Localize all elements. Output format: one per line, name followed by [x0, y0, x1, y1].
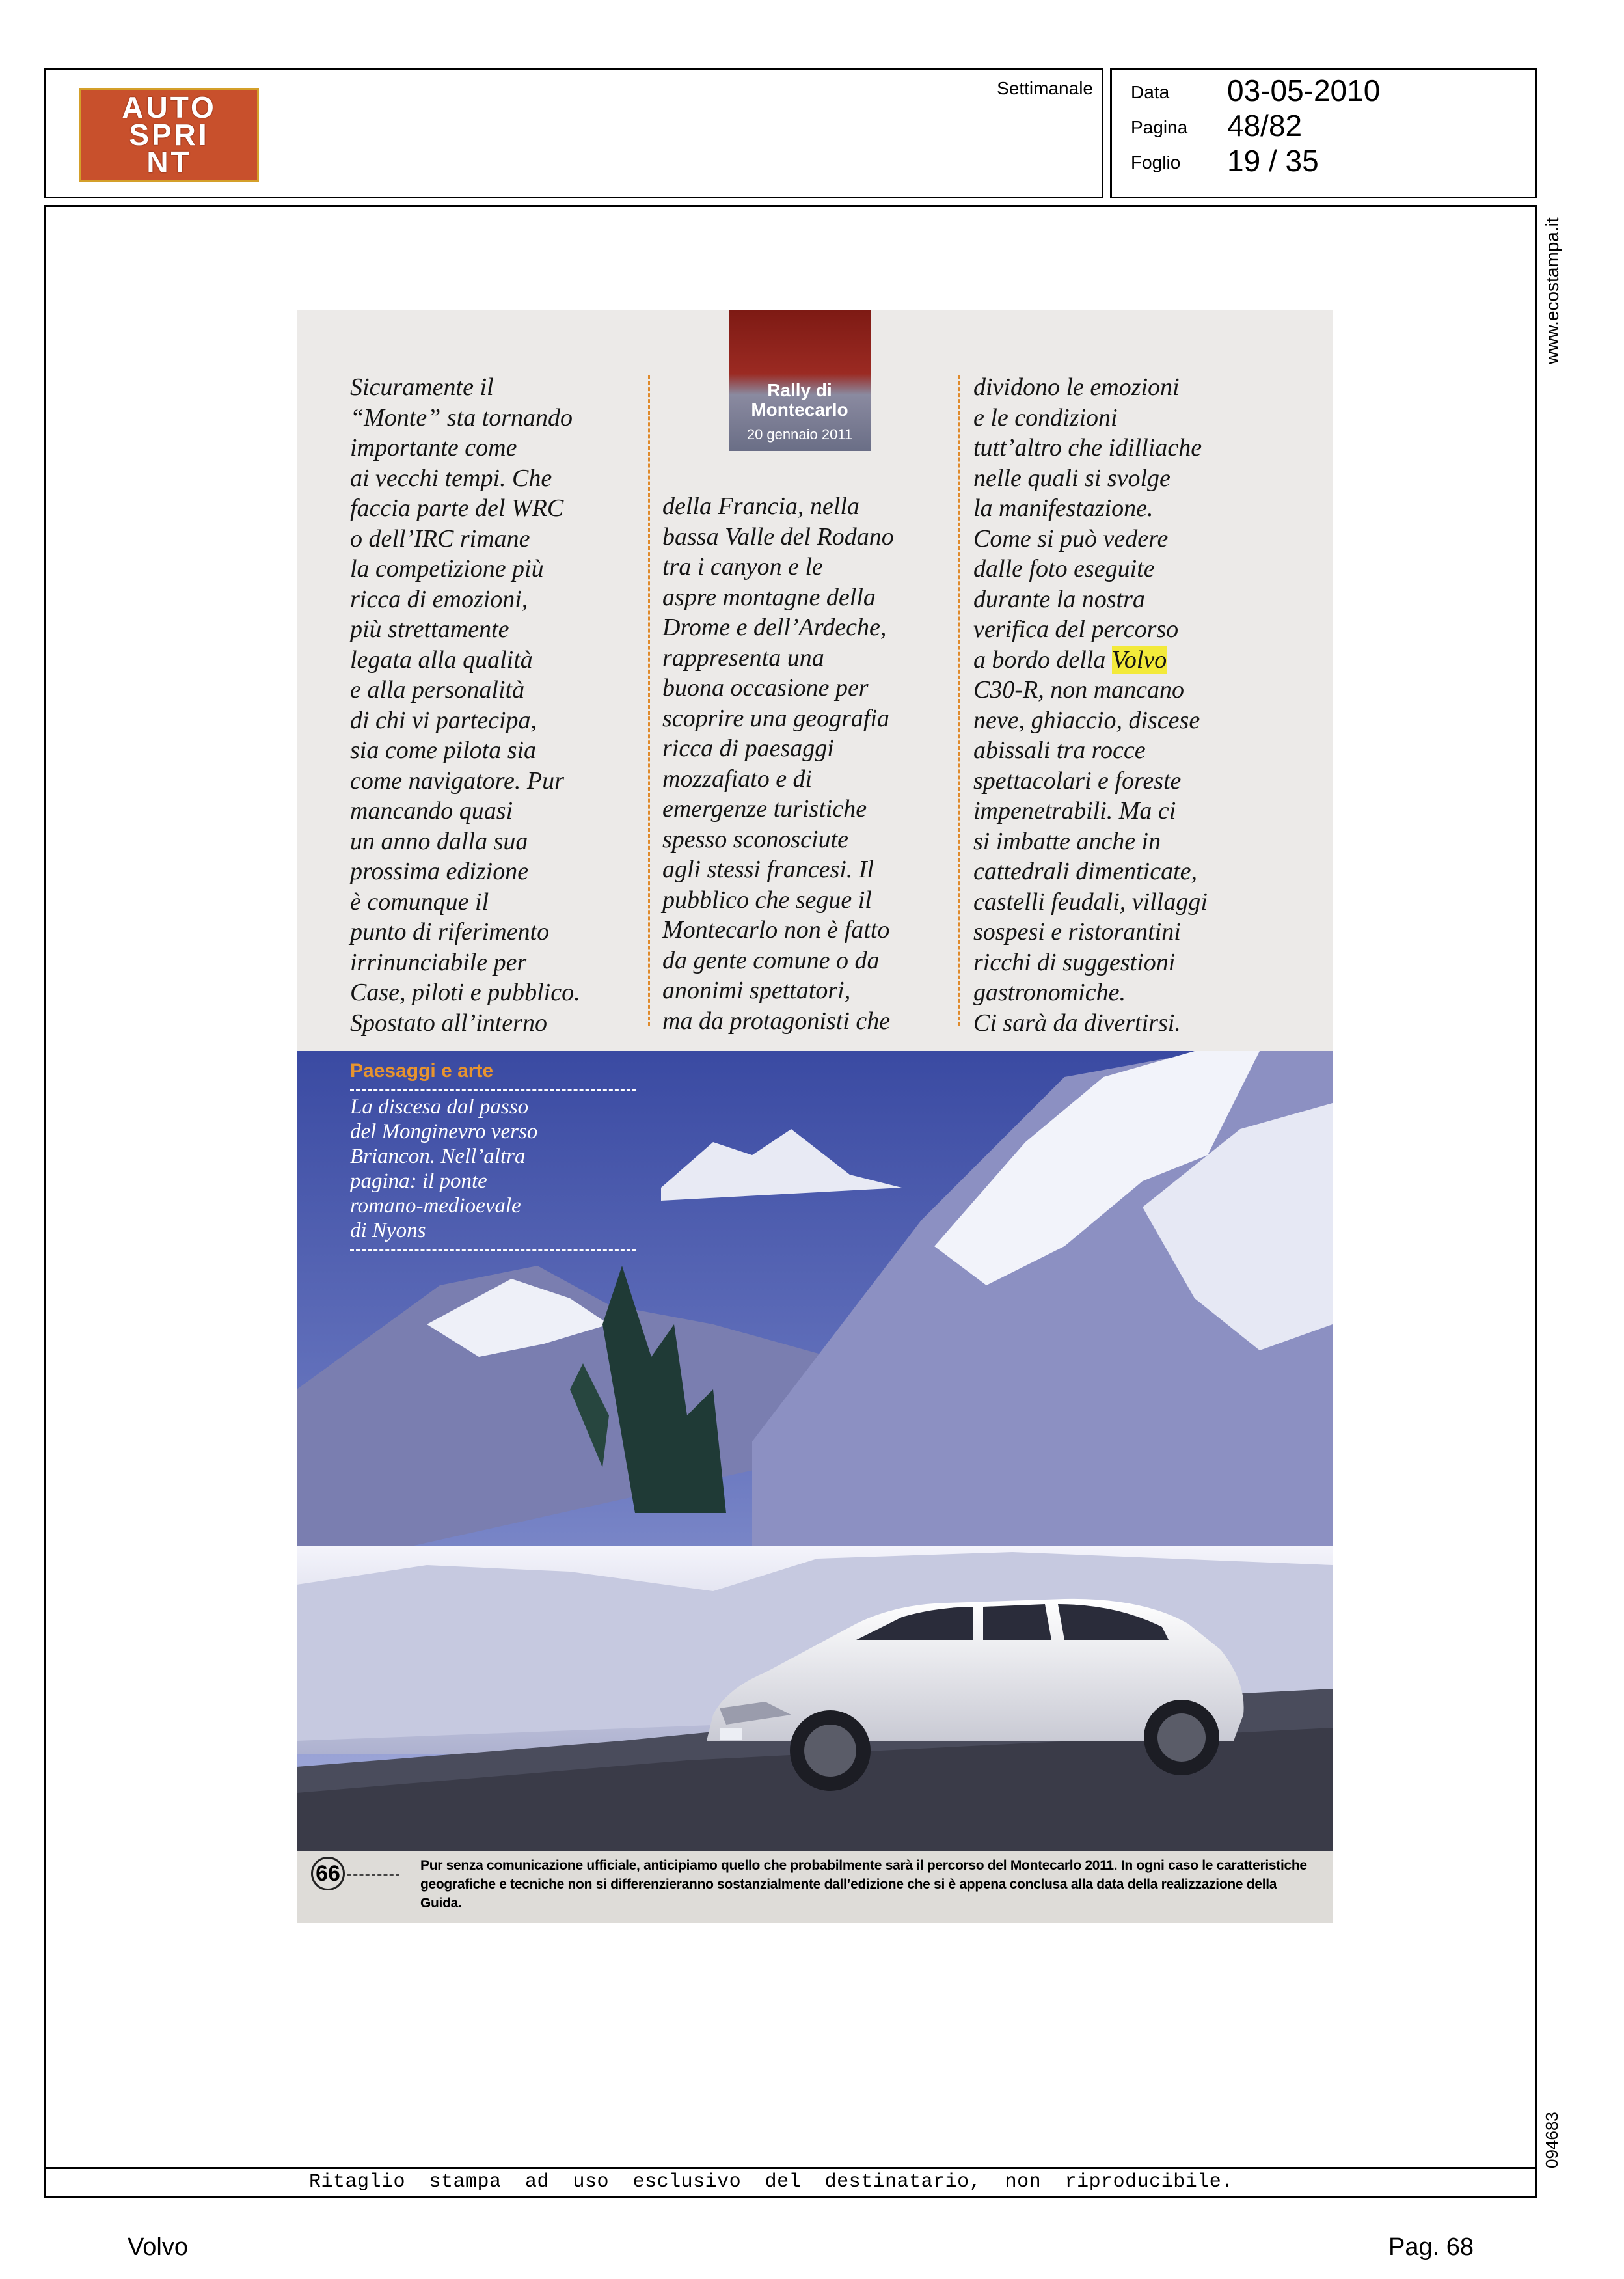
article-clipping: [297, 310, 1333, 1923]
text-line: come navigatore. Pur: [350, 767, 564, 795]
text-line: geografiche e tecniche non si differenzieranno sostanzialmente dall’edizione che si è appena conclusa alla data della realizzazione della Guida.: [420, 1877, 1277, 1911]
text-line: dalle foto eseguite: [973, 555, 1155, 582]
text-line: verifica del percorso: [973, 616, 1179, 643]
text-line: di chi vi partecipa,: [350, 706, 537, 734]
text-line: ma da protagonisti che: [662, 1007, 891, 1035]
text-line: anonimi spettatori,: [662, 977, 851, 1004]
article-column-1: [350, 372, 636, 1038]
column-divider-1: [648, 375, 650, 1026]
text-line: la manifestazione.: [973, 495, 1154, 522]
text-line: cattedrali dimenticate,: [973, 858, 1198, 885]
text-line: da gente comune o da: [662, 946, 880, 974]
text-line: bassa Valle del Rodano: [662, 523, 894, 551]
text-line: importante come: [350, 434, 517, 461]
caption-title: Paesaggi e arte: [350, 1060, 494, 1082]
text-line: Pur senza comunicazione ufficiale, anticipiamo quello che probabilmente sarà il percorso del Montecarlo 2011. In ogni caso le caratteristiche: [420, 1858, 1307, 1873]
article-column-3-part2: [973, 675, 1299, 1038]
text-line: mozzafiato e di: [662, 765, 813, 793]
rally-tag: [729, 310, 871, 451]
text-line: emergenze turistiche: [662, 795, 867, 823]
text-line: la competizione più: [350, 555, 544, 582]
text-line: buona occasione per: [662, 674, 869, 702]
footnote-rule: [347, 1874, 399, 1876]
text-line: di Nyons: [350, 1219, 426, 1242]
text-line: punto di riferimento: [350, 918, 550, 946]
footer-divider: [44, 2167, 1537, 2169]
text-line: ricca di paesaggi: [662, 735, 834, 762]
rally-tag-title: [729, 381, 871, 420]
logo-line-3: NT: [146, 145, 192, 179]
article-column-3: [973, 372, 1299, 1038]
side-url: www.ecostampa.it: [1542, 217, 1562, 364]
text-line: è comunque il: [350, 888, 489, 916]
periodicity-label: Settimanale: [997, 78, 1093, 98]
side-code: 094683: [1542, 2112, 1562, 2168]
text-line: C30-R, non mancano: [973, 676, 1185, 703]
text-line: tra i canyon e le: [662, 553, 823, 580]
text-line: castelli feudali, villaggi: [973, 888, 1208, 916]
text-line: Spostato all’interno: [350, 1009, 547, 1037]
text-line: più strettamente: [350, 616, 509, 643]
text-line: irrinunciabile per: [350, 948, 527, 976]
caption-rule-bottom: [350, 1249, 636, 1251]
photo-caption: [350, 1095, 636, 1243]
text-line: Ci sarà da divertirsi.: [973, 1009, 1181, 1037]
text-line: durante la nostra: [973, 585, 1145, 613]
text-line: o dell’IRC rimane: [350, 525, 530, 553]
logo-line-1: AUTO: [122, 90, 217, 124]
text-line: si imbatte anche in: [973, 827, 1161, 855]
text-line: Montecarlo non è fatto: [662, 916, 890, 944]
text-line: sospesi e ristorantini: [973, 918, 1181, 946]
text-line: legata alla qualità: [350, 646, 533, 674]
text-line: Case, piloti e pubblico.: [350, 979, 580, 1006]
text-line: nelle quali si svolge: [973, 464, 1171, 492]
magazine-page-number: 66: [311, 1857, 345, 1890]
text-line: scoprire una geografia: [662, 704, 890, 732]
text-line: ricchi di suggestioni: [973, 948, 1176, 976]
rally-tag-date: 20 gennaio 2011: [746, 426, 853, 443]
text-line: “Monte” sta tornando: [350, 403, 573, 431]
brand-label: Volvo: [128, 2233, 188, 2261]
sheet-label: Foglio: [1131, 152, 1181, 172]
text-line: mancando quasi: [350, 797, 513, 825]
text-line: impenetrabili. Ma ci: [973, 797, 1176, 825]
article-column-2: [662, 491, 949, 1036]
text-line: e alla personalità: [350, 676, 525, 703]
text-line: rappresenta una: [662, 644, 824, 672]
autosprint-logo: [79, 88, 259, 182]
text-line: aspre montagne della: [662, 583, 876, 611]
disclaimer-text: Ritaglio stampa ad uso esclusivo del destinatario, non riproducibile.: [309, 2171, 1234, 2193]
text-line: La discesa dal passo: [350, 1095, 529, 1119]
text-line: tutt’altro che idilliache: [973, 434, 1202, 461]
text-line: spesso sconosciute: [662, 825, 849, 853]
text-line: Drome e dell’Ardeche,: [662, 614, 887, 641]
text-line: faccia parte del WRC: [350, 495, 564, 522]
sheet-value: 19 / 35: [1227, 144, 1319, 178]
text-line: spettacolari e foreste: [973, 767, 1182, 795]
page-indicator: Pag. 68: [1388, 2233, 1474, 2261]
article-column-3-part1: [973, 372, 1299, 645]
page-label: Pagina: [1131, 117, 1188, 137]
text-line: pagina: il ponte: [350, 1169, 487, 1193]
text-line: del Monginevro verso: [350, 1120, 538, 1143]
text-line: prossima edizione: [350, 858, 529, 885]
text-line: della Francia, nella: [662, 493, 859, 520]
footnote-text: [420, 1856, 1318, 1913]
rally-tag-title-line2: Montecarlo: [751, 400, 848, 420]
logo-line-2: SPRI: [129, 118, 210, 152]
text-line: Sicuramente il: [350, 374, 494, 401]
text-line: gastronomiche.: [973, 979, 1126, 1006]
text-line: ricca di emozioni,: [350, 585, 528, 613]
text-line: un anno dalla sua: [350, 827, 528, 855]
volvo-highlight: Volvo: [1111, 646, 1167, 674]
column-divider-2: [958, 375, 960, 1026]
text-line: Briancon. Nell’altra: [350, 1145, 526, 1168]
text-line: neve, ghiaccio, discese: [973, 706, 1200, 734]
text-line: ai vecchi tempi. Che: [350, 464, 552, 492]
text-line: dividono le emozioni: [973, 374, 1180, 401]
text-line: e le condizioni: [973, 403, 1118, 431]
highlight-line-text: a bordo della: [973, 646, 1112, 674]
text-line: sia come pilota sia: [350, 737, 537, 764]
article-column-3-highlight-line: [973, 645, 1299, 676]
date-label: Data: [1131, 82, 1170, 102]
rally-tag-title-line1: Rally di: [767, 380, 832, 400]
text-line: abissali tra rocce: [973, 737, 1146, 764]
page-value: 48/82: [1227, 109, 1303, 143]
text-line: agli stessi francesi. Il: [662, 856, 874, 883]
text-line: romano-medioevale: [350, 1194, 521, 1218]
text-line: pubblico che segue il: [662, 886, 872, 914]
date-value: 03-05-2010: [1227, 74, 1381, 107]
text-line: Come si può vedere: [973, 525, 1169, 553]
caption-rule-top: [350, 1089, 636, 1091]
